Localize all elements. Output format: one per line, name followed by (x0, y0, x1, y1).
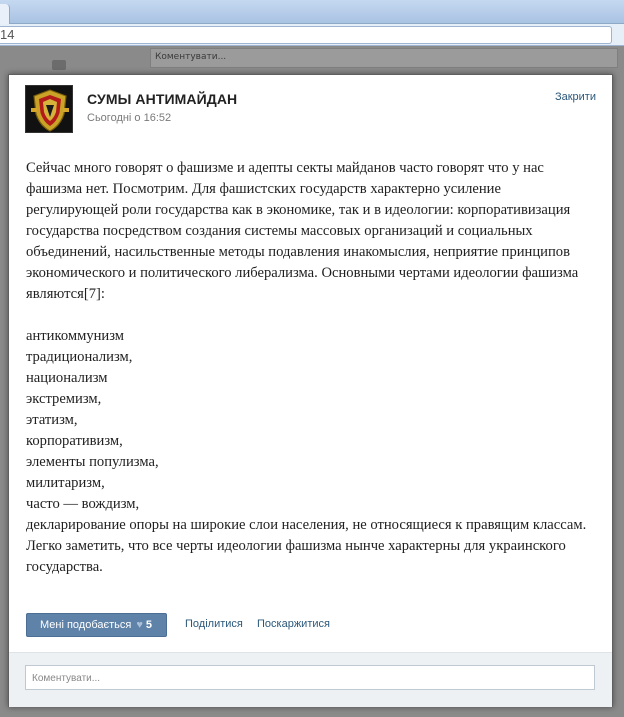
list-item: антикоммунизм (26, 328, 125, 344)
browser-tab[interactable] (0, 4, 10, 24)
list-item: традиционализм, (26, 349, 133, 365)
post-actions (26, 613, 596, 637)
heart-icon: ♥ (136, 619, 143, 631)
comment-area (9, 652, 612, 707)
shield-emblem-icon (26, 86, 73, 133)
close-button[interactable]: Закрити (554, 91, 596, 103)
list-item: экстремизм, (26, 391, 102, 407)
browser-address-bar (0, 24, 624, 46)
report-link[interactable]: Поскаржитися (257, 618, 330, 630)
like-button[interactable] (26, 613, 167, 637)
list-item: корпоративизм, (26, 433, 123, 449)
post-header (9, 75, 612, 145)
like-label: Мені подобається (40, 619, 132, 631)
post-conclusion: Легко заметить, что все черты идеологии фашизма нынче характерны для украинского государства. (26, 538, 566, 575)
post-text (26, 158, 596, 578)
list-item: милитаризм, (26, 475, 105, 491)
post-timestamp[interactable]: Сьогодні о 16:52 (87, 112, 172, 124)
author-name[interactable]: СУМЫ АНТИМАЙДАН (87, 91, 238, 107)
address-input[interactable]: 14 (0, 26, 612, 44)
list-item: национализм (26, 370, 108, 386)
list-item: элементы популизма, (26, 454, 159, 470)
list-item: часто — вождизм, (26, 496, 140, 512)
list-item: этатизм, (26, 412, 78, 428)
post-intro-paragraph: Сейчас много говорят о фашизме и адепты секты майданов часто говорят что у нас фашизма нет. Посмотрим. Для фашистских государств характерно усиление регулирующей роли государства как в экономике, так и в идеологии: корпоративизация государства посредством создания системы массовых организаций и социальных объединений, насильственные методы подавления инакомыслия, неприятие принципов экономического и политического либерализма. Основными чертами идеологии фашизма являются[7]: (26, 160, 579, 302)
comment-input[interactable]: Коментувати... (25, 665, 595, 690)
like-count: 5 (145, 619, 153, 631)
avatar[interactable] (25, 85, 73, 133)
background-menu-icon (52, 60, 66, 70)
share-link[interactable]: Поділитися (185, 618, 243, 630)
list-item: декларирование опоры на широкие слои населения, не относящиеся к правящим классам. (26, 517, 587, 533)
post-modal (8, 74, 613, 707)
browser-tab-bar (0, 0, 624, 24)
background-comment-field: Коментувати... (150, 48, 618, 68)
